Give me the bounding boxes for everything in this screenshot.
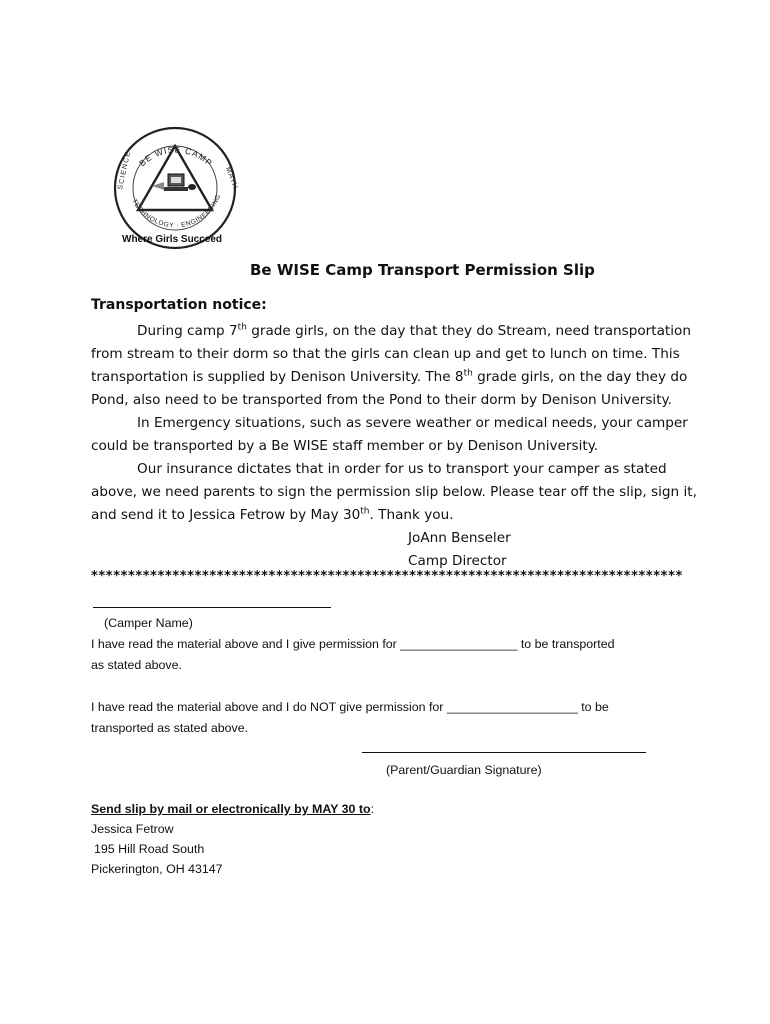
signature-label: (Parent/Guardian Signature) — [386, 763, 542, 777]
permission-yes-line: I have read the material above and I give permission for _________________ to be transported — [91, 637, 615, 651]
permission-yes-line: as stated above. — [91, 658, 182, 672]
notice-line: and send it to Jessica Fetrow by May 30th. Thank you. — [91, 506, 454, 523]
recipient-city: Pickerington, OH 43147 — [91, 862, 223, 876]
notice-line: transportation is supplied by Denison University. The 8th grade girls, on the day they do — [91, 368, 688, 385]
svg-text:SCIENCE — [117, 150, 132, 190]
recipient-name: Jessica Fetrow — [91, 822, 174, 836]
signer-name: JoAnn Benseler — [408, 530, 511, 546]
notice-line: Pond, also need to be transported from the Pond to their dorm by Denison University. — [91, 392, 672, 408]
be-wise-camp-logo — [108, 124, 242, 250]
logo-left-text: SCIENCE — [117, 150, 133, 191]
tear-off-divider: ******************************************************************************** — [91, 569, 683, 584]
notice-line: could be transported by a Be WISE staff member or by Denison University. — [91, 438, 599, 454]
section-heading: Transportation notice: — [91, 297, 267, 313]
logo-tagline: Where Girls Succeed — [122, 234, 223, 245]
notice-line: above, we need parents to sign the permission slip below. Please tear off the slip, sign it, — [91, 484, 697, 500]
permission-no-line: transported as stated above. — [91, 721, 249, 735]
logo-bottom-text: TECHNOLOGY · ENGINEERING — [130, 193, 223, 230]
camper-name-label: (Camper Name) — [104, 616, 193, 630]
notice-line: Our insurance dictates that in order for us to transport your camper as stated — [137, 461, 667, 477]
recipient-street: 195 Hill Road South — [94, 842, 205, 856]
signature-line[interactable] — [362, 752, 646, 753]
mailing-instruction: Send slip by mail or electronically by MAY 30 to: — [91, 802, 375, 816]
signer-title: Camp Director — [408, 553, 507, 569]
notice-line: In Emergency situations, such as severe weather or medical needs, your camper — [137, 415, 688, 431]
notice-line: During camp 7th grade girls, on the day that they do Stream, need transportation — [137, 322, 691, 339]
svg-text:BE WISE CAMP — [137, 145, 215, 169]
logo-top-text: BE WISE CAMP — [137, 144, 215, 169]
svg-text:MATH — [224, 166, 239, 190]
logo-right-text: MATH — [224, 166, 239, 191]
document-title: Be WISE Camp Transport Permission Slip — [250, 261, 595, 279]
notice-line: from stream to their dorm so that the girls can clean up and get to lunch on time. This — [91, 346, 680, 362]
camper-name-line[interactable] — [93, 607, 331, 608]
permission-no-line: I have read the material above and I do NOT give permission for ___________________ to be — [91, 700, 609, 714]
